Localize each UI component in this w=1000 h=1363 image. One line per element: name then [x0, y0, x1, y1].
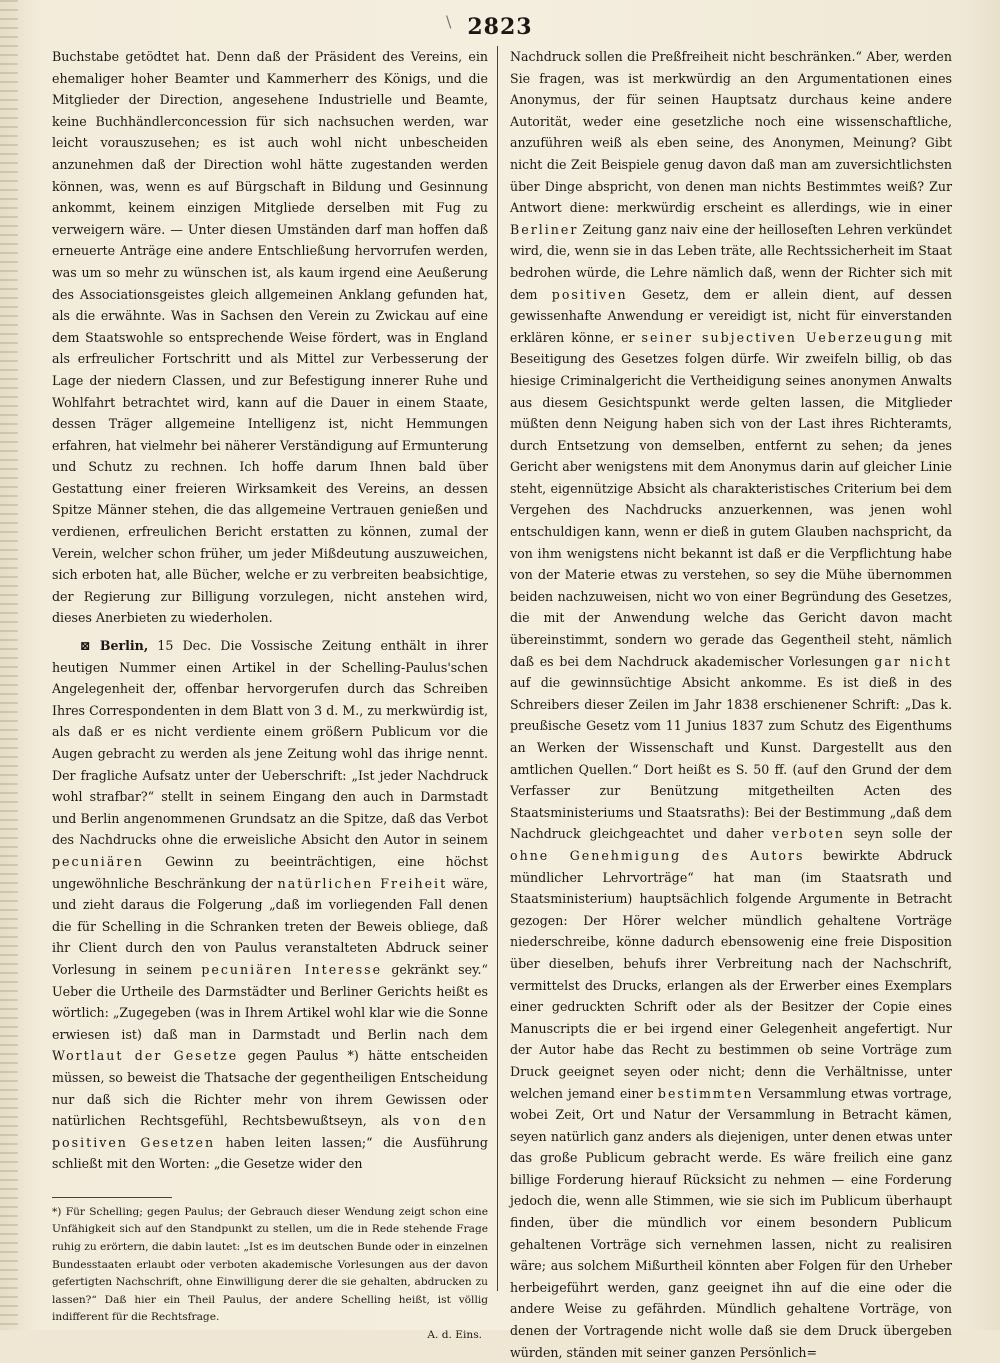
spaced-emphasis: verboten — [772, 826, 846, 842]
spaced-emphasis: gar nicht — [874, 653, 952, 669]
berlin-dispatch — [52, 635, 488, 1175]
spaced-emphasis: natürlichen Freiheit — [277, 875, 448, 891]
dispatch-text: Gewinn zu beeinträchtigen, eine höchst ungewöhnliche Beschränkung der — [52, 853, 488, 891]
column-divider — [497, 46, 498, 1291]
dispatch-text: gekränkt sey.“ Ueber die Urtheile des Darmstädter und Berliner Gerichts heißt es wörtlich: „Zugegeben (was in Ihrem Artikel wohl klar wie die Sonne erwiesen ist) daß man in Darmstadt und Berlin nach dem — [52, 961, 488, 1042]
dispatch-text: Zeitung ganz naiv eine der heilloseſten Lehren verkündet wird, die, wenn sie in das Leben träte, alle Rechtssicherheit im Staat bedrohen würde, die Lehre nämlich daß, wenn der Richter sich mit dem — [510, 221, 952, 302]
spaced-emphasis: bestimmten — [657, 1085, 754, 1101]
dispatch-text: haben leiten lassen;“ die Ausführung schließt mit den Worten: „die Gesetze wider den — [52, 1134, 488, 1172]
dispatch-text: wäre, und zieht daraus die Folgerung „daß im vorliegenden Fall denen die für Schelling in die Schranken treten der Beweis obliege, daß ihr Client durch den von Paulus veranstalteten Abdruck seiner Vorlesung in seinem — [52, 875, 488, 977]
spaced-emphasis: positiven — [551, 286, 628, 302]
spaced-emphasis: pecuniären — [52, 853, 144, 869]
footnote-signature: A. d. Eins. — [427, 1329, 482, 1342]
spaced-emphasis: ohne Genehmigung des Autors — [510, 847, 805, 863]
dispatch-text: Versammlung etwas vortrage, wobei Zeit, Ort und Natur der Versammlung in Betracht kämen, seyen natürlich ganz anders als diejenigen, unter denen etwas unter das große Publicum gebracht werde. Es wäre freilich eine ganz billige Forderung hierauf Rücksicht zu nehmen — eine Forderung jedoch die, wenn alle Stimmen, wie sie sich im Publicum überhaupt finden, über die mündlich vor einem besondern Publicum gehaltenen Vorträge sich vernehmen lassen, nicht zu realisiren wäre; aus solchem Mißurtheil könnten aber Folgen für den Urheber herbeigeführt werden, ganz geeignet ihn auf die eine oder die andere Weise zu gefährden. Mündlich gehaltene Vorträge, von denen der Vortragende nicht wolle daß sie dem Druck übergeben würden, ständen mit seiner ganzen Persönlich= — [510, 1085, 952, 1360]
left-column — [52, 46, 488, 1342]
dispatch-text: seyn solle der — [853, 826, 952, 842]
dateline-date: 15 Dec. — [157, 638, 212, 654]
footnote-text: *) Für Schelling; gegen Paulus; der Gebrauch dieser Wendung zeigt schon eine Unfähigkeit sich auf den Standpunkt zu stellen, um die in Rede stehende Frage ruhig zu erörtern, die dabin lautet: „Ist es im deutschen Bunde oder in einzelnen Bundesstaaten erlaubt oder verboten akademische Vorlesungen aus der davon gefertigten Nachschrift, ohne Einwilligung derer die sie gehalten, abdrucken zu lassen?“ Daß hier ein Theil Paulus, der andere Schelling heißt, ist völlig indifferent für die Rechtsfrage. — [52, 1205, 488, 1324]
spaced-emphasis: Wortlaut der Gesetze — [52, 1048, 239, 1064]
dispatch-continuation — [510, 46, 952, 1363]
dispatch-text: mit Beseitigung des Gesetzes folgen dürfe. Wir zweifeln billig, ob das hiesige Criminalgericht die Vertheidigung seines anonymen Anwalts aus diesem Gesichtspunkt werde gelten lassen, die Mitglieder müßten denn Neigung haben sich von der Last ihres Richteramts, durch Entsetzung von demselben, entfernt zu sehen; da jenes Gericht aber wenigstens mit dem Anonymus darin auf gleicher Linie steht, eigennützige Absicht als charakteristisches Criterium bei dem Vergehen des Nachdrucks anzuerkennen, was jenen wohl entschuldigen kann, wenn er dieß in gutem Glauben nachspricht, da von ihm wenigstens nicht bekannt ist daß er die Verpflichtung habe von der Materie etwas zu verstehen, so sey die Mühe übernommen beiden nachzuweisen, nicht wo von einer Begründung des Gesetzes, die mit der Anwendung welche das Gericht davon macht übereinstimmt, sondern wo gerade das Gegentheil steht, nämlich daß es bei dem Nachdruck akademischer Vorlesungen — [510, 329, 952, 669]
right-column — [510, 46, 952, 1360]
page-number: 2823 — [467, 14, 533, 40]
dispatch-text: bewirkte Abdruck mündlicher Lehrvorträge“ hat man (im Staatsrath und Staatsministerium) hauptsächlich folgende Argumente in Betracht gezogen: Der Hörer welcher mündlich gehaltene Vorträge niederschreibe, könne dadurch ebensowenig eine freie Disposition über dieselben, behufs ihrer Verbreitung nach der Nachschrift, vermittelst des Drucks, erlangen als der Erwerber eines Exemplars einer gedruckten Schrift oder als der Besitzer der Copie eines Manuscripts die er bei irgend einer Gelegenheit angefertigt. Nur der Autor habe das Recht zu bestimmen ob seine Vorträge zum Druck geeignet seyen oder nicht; denn die Verhältnisse, unter welchen jemand einer — [510, 847, 952, 1101]
dispatch-text: gegen Paulus *) hätte entscheiden müssen, so beweist die Thatsache der gegentheiligen Entscheidung nur daß sich die Richter mehr von ihrem Gewissen oder natürlichen Rechtsgefühl, Rechtsbewußtseyn, als — [52, 1048, 488, 1129]
margin-mark: \ — [446, 12, 452, 31]
page-edge-shadow — [0, 0, 18, 1330]
spaced-emphasis: Berliner — [510, 221, 579, 237]
footnote — [52, 1204, 488, 1345]
dispatch-text: Nachdruck sollen die Preßfreiheit nicht beschränken.“ Aber, werden Sie fragen, was ist merkwürdig an den Argumentationen eines Anonymus, der für seinen Hauptsatz durchaus keine andere Autorität, weder eine gesetzliche noch eine wissenschaftliche, anzuführen weiß als eben seine, des Anonymen, Meinung? Gibt nicht die Zeit Beispiele genug davon daß man am zuversichtlichsten über Dinge abspricht, von denen man nichts Bestimmtes weiß? Zur Antwort diene: merkwürdig erscheint es allerdings, wie in einer — [510, 49, 952, 216]
dispatch-text: Gesetz, dem er allein dient, auf dessen gewissenhafte Anwendung er vereidigt ist, nicht für einverstanden erklären könne, er — [510, 286, 952, 345]
footnote-divider — [52, 1197, 172, 1198]
dispatch-text: auf die gewinnsüchtige Absicht ankomme. Es ist dieß in des Schreibers dieser Zeilen im Jahr 1838 erschienener Schrift: „Das k. preußische Gesetz vom 11 Junius 1837 zum Schutz des Eigenthums an Werken der Wissenschaft und Kunst. Dargestellt aus den amtlichen Quellen.“ Dort heißt es S. 50 ff. (auf den Grund der dem Verfasser zur Benützung mitgetheilten Acten des Staatsministeriums und Staatsraths): Bei der Bestimmung „daß dem Nachdruck gleichgeachtet und daher — [510, 675, 952, 842]
dispatch-text: Die Vossische Zeitung enthält in ihrer heutigen Nummer einen Artikel in der Schelling-Paulus'schen Angelegenheit der, offenbar hervorgerufen durch das Schreiben Ihres Correspondenten in dem Blatt von 3 d. M., zu merkwürdig ist, als daß er es nicht verdiente einem größern Publicum vor die Augen gebracht zu werden als jene Zeitung wohl das ihrige nennt. Der fragliche Aufsatz unter der Ueberschrift: „Ist jeder Nachdruck wohl strafbar?“ stellt in seinem Eingang den auch in Darmstadt und Berlin angenommenen Grundsatz an die Spitze, daß das Verbot des Nachdrucks ohne die erweisliche Absicht den Autor in seinem — [52, 638, 488, 848]
spaced-emphasis: pecuniären Interesse — [201, 961, 383, 977]
article-continuation: Buchstabe getödtet hat. Denn daß der Präsident des Vereins, ein ehemaliger hoher Beamter und Kammerherr des Königs, und die Mitglieder der Direction, angesehene Industrielle und Beamte, keine Buchhändlerconcession für sich nachsuchen werden, war leicht vorauszusehen; es ist auch wohl nicht unbescheiden anzunehmen daß der Direction wohl hätte zugestanden werden können, was, wenn es auf Bürgschaft in Bildung und Gesinnung ankommt, keinem einzigen Mitgliede derselben mit Fug zu verweigern wäre. — Unter diesen Umständen darf man hoffen daß erneuerte Anträge eine andere Entschließung hervorrufen werden, was um so mehr zu wünschen ist, als kaum irgend eine Aeußerung des Associationsgeistes gleich allgemeinen Anklang gefunden hat, als die erwähnte. Was in Sachsen den Verein zu Zwickau auf eine dem Staatswohle so entsprechende Weise fördert, was in England als erfreulicher Fortschritt und als Mittel zur Verbesserung der Lage der niedern Classen, und zur Befestigung innerer Ruhe und Wohlfahrt betrachtet wird, kann auf die Dauer in einem Staate, dessen Träger allgemeine Intelligenz ist, nicht Hemmungen erfahren, hat vielmehr bei näherer Verständigung auf Ermunterung und Schutz zu rechnen. Ich hoffe darum Ihnen bald über Gestattung einer freieren Wirksamkeit des Vereins, an dessen Spitze Männer stehen, die das allgemeine Vertrauen genießen und verdienen, erfreulichen Bericht erstatten zu können, zumal der Verein, welcher schon früher, um jeder Mißdeutung auszuweichen, sich erboten hat, alle Bücher, welche er zu verbreiten beabsichtige, der Regierung zur Billigung vorzulegen, nicht anstehen wird, dieses Anerbieten zu wiederholen. — [52, 49, 488, 626]
dateline-place: ⊠ Berlin, — [79, 638, 149, 654]
spaced-emphasis: seiner subjectiven Ueberzeugung — [641, 329, 924, 345]
spaced-emphasis: von den positiven Gesetzen — [52, 1113, 488, 1150]
